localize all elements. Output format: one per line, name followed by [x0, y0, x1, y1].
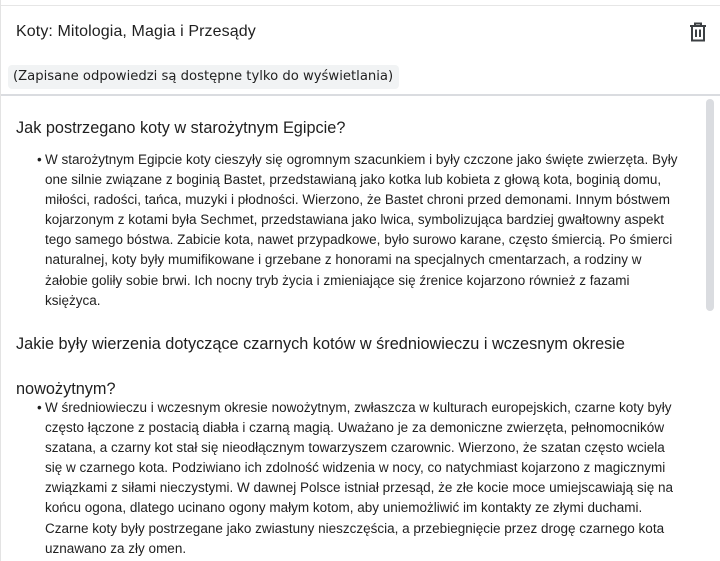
answer-text: W starożytnym Egipcie koty cieszyły się ogromnym szacunkiem i były czczone jako święte zwierzęta. Były one silnie związane z boginią Bastet, przedstawianą jako kotka lub kobieta z głową kota, boginią domu, miłości, radości, tańca, muzyki i płodności. Wierzono, że Bastet chroni przed demonami. Innym bóstwem kojarzonym z kotami była Sechmet, przedstawiana jako lwica, symbolizująca bardziej gwałtowny aspekt tego samego bóstwa. Zabicie kota, nawet przypadkowe, było surowo karane, często śmiercią. Po śmierci naturalnej, koty były mumifikowane i grzebane z honorami na specjalnych cmentarzach, a rodziny w żałobie goliły sobie brwi. Ich nocny tryb życia i zmieniające się źrenice kojarzono również z fazami księżyca. [45, 152, 678, 308]
delete-button[interactable] [687, 21, 709, 43]
trash-icon [689, 22, 707, 42]
question-heading: Jakie były wierzenia dotyczące czarnych kotów w średniowieczu i wczesnym okresie nowożytnym? [16, 335, 625, 398]
read-only-notice: (Zapisane odpowiedzi są dostępne tylko do wyświetlania) [8, 65, 399, 89]
bullet-point: • [37, 152, 42, 167]
scrollbar-thumb[interactable] [706, 99, 714, 311]
panel-header [1, 6, 720, 60]
notebook-title: Koty: Mitologia, Magia i Przesądy [16, 23, 256, 40]
answer-list-item [37, 398, 685, 559]
responses-content [1, 96, 704, 561]
answer-text: W średniowieczu i wczesnym okresie nowożytnym, zwłaszcza w kulturach europejskich, czarne koty były często łączone z postacią diabła i czarną magią. Uważano je za demoniczne zwierzęta, pełnomocników szatana, a czarny kot stał się nieodłącznym towarzyszem czarownic. Wierzono, że szatan często wciela się w czarnego kota. Podziwiano ich zdolność widzenia w nocy, co natychmiast kojarzono z magicznymi związkami z siłami nieczystymi. W dawnej Polsce istniał przesąd, że złe kocie moce umiejscawiają się na końcu ogona, dlatego ucinano ogony małym kotom, aby uniemożliwić im kontakty ze złymi duchami. Czarne koty były postrzegane jako zwiastuny nieszczęścia, a przebiegnięcie przez drogę czarnego kota uznawano za zły omen. [45, 400, 673, 556]
bullet-point: • [37, 400, 42, 415]
answer-list-item [37, 150, 685, 311]
question-heading: Jak postrzegano koty w starożytnym Egipcie? [16, 119, 346, 137]
